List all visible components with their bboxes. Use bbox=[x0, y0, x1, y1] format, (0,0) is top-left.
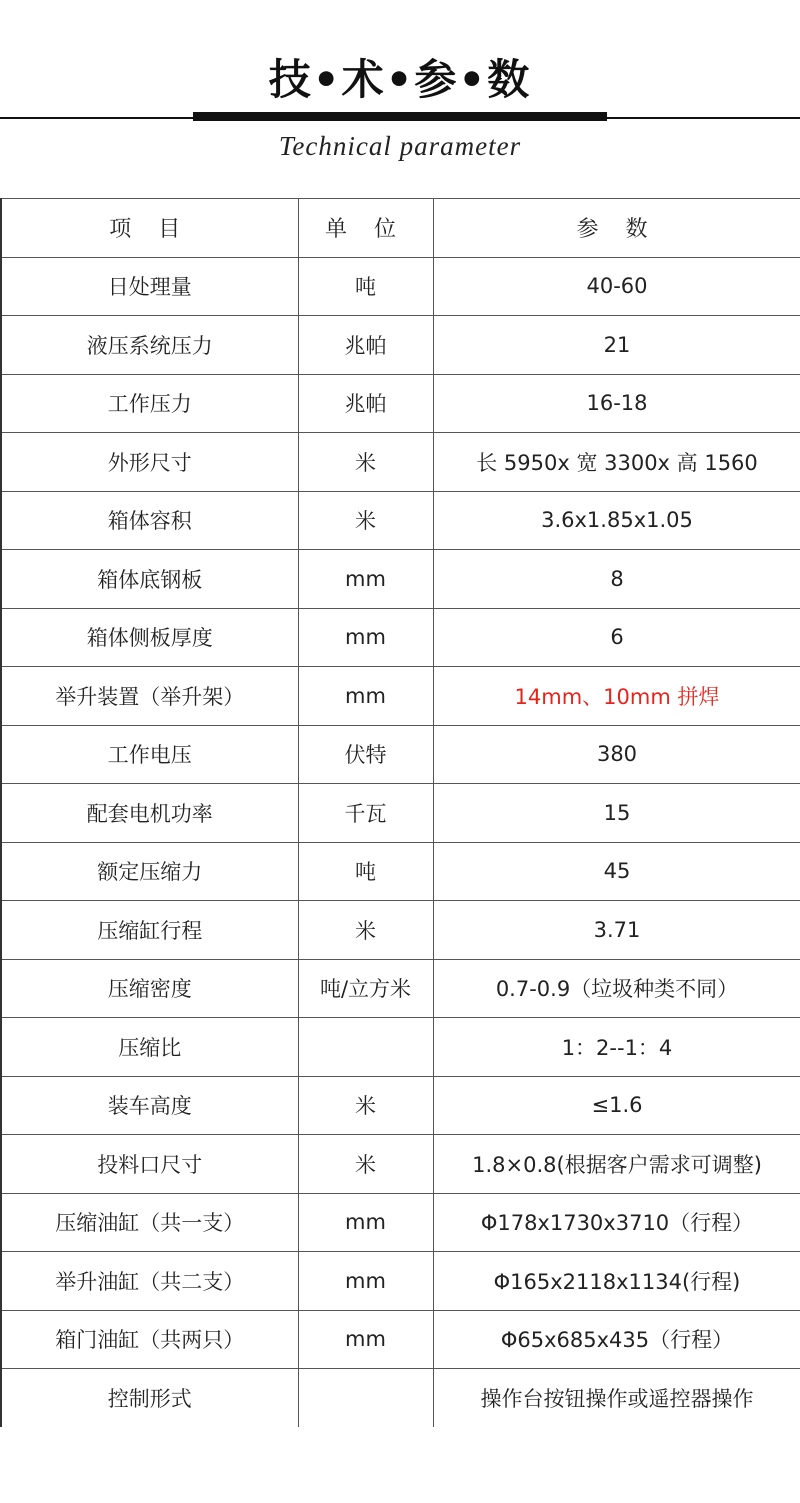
cell-unit: 兆帕 bbox=[298, 374, 433, 433]
cell-value: 40-60 bbox=[433, 257, 800, 316]
table-row bbox=[1, 1018, 800, 1077]
cell-unit: 米 bbox=[298, 433, 433, 492]
table-row bbox=[1, 667, 800, 726]
cell-item: 箱门油缸（共两只） bbox=[1, 1310, 298, 1369]
cell-item: 工作电压 bbox=[1, 725, 298, 784]
cell-unit bbox=[298, 1018, 433, 1077]
table-row bbox=[1, 1193, 800, 1252]
table-row bbox=[1, 491, 800, 550]
table-row bbox=[1, 433, 800, 492]
table-row bbox=[1, 1310, 800, 1369]
cell-unit: 吨/立方米 bbox=[298, 959, 433, 1018]
cell-unit: mm bbox=[298, 608, 433, 667]
cell-item: 投料口尺寸 bbox=[1, 1135, 298, 1194]
cell-value: 0.7-0.9（垃圾种类不同） bbox=[433, 959, 800, 1018]
cell-item: 配套电机功率 bbox=[1, 784, 298, 843]
cell-item: 举升装置（举升架） bbox=[1, 667, 298, 726]
cell-unit: 吨 bbox=[298, 842, 433, 901]
cell-item: 箱体底钢板 bbox=[1, 550, 298, 609]
table-row bbox=[1, 1252, 800, 1311]
cell-value: Φ65x685x435（行程） bbox=[433, 1310, 800, 1369]
table-row bbox=[1, 901, 800, 960]
table-row bbox=[1, 257, 800, 316]
table-row bbox=[1, 725, 800, 784]
cell-value: 3.6x1.85x1.05 bbox=[433, 491, 800, 550]
cell-unit: 千瓦 bbox=[298, 784, 433, 843]
cell-value: 8 bbox=[433, 550, 800, 609]
table-row bbox=[1, 1135, 800, 1194]
cell-item: 压缩密度 bbox=[1, 959, 298, 1018]
table-body bbox=[1, 257, 800, 1427]
cell-item: 装车高度 bbox=[1, 1076, 298, 1135]
cell-item: 工作压力 bbox=[1, 374, 298, 433]
table-row bbox=[1, 608, 800, 667]
cell-unit: 米 bbox=[298, 491, 433, 550]
cell-unit: mm bbox=[298, 1193, 433, 1252]
cell-value: 15 bbox=[433, 784, 800, 843]
header-unit: 单 位 bbox=[298, 199, 433, 258]
cell-item: 日处理量 bbox=[1, 257, 298, 316]
cell-item: 外形尺寸 bbox=[1, 433, 298, 492]
cell-value: 21 bbox=[433, 316, 800, 375]
cell-value: Φ165x2118x1134(行程) bbox=[433, 1252, 800, 1311]
cell-unit bbox=[298, 1369, 433, 1428]
table-row bbox=[1, 316, 800, 375]
cell-value: 1：2--1：4 bbox=[433, 1018, 800, 1077]
cell-unit: 米 bbox=[298, 901, 433, 960]
table-row bbox=[1, 959, 800, 1018]
table-row bbox=[1, 374, 800, 433]
cell-item: 箱体侧板厚度 bbox=[1, 608, 298, 667]
cell-value: 1.8×0.8(根据客户需求可调整) bbox=[433, 1135, 800, 1194]
cell-value: Φ178x1730x3710（行程） bbox=[433, 1193, 800, 1252]
cell-value: ≤1.6 bbox=[433, 1076, 800, 1135]
table-header-row bbox=[1, 199, 800, 258]
table-row bbox=[1, 1076, 800, 1135]
header-value: 参 数 bbox=[433, 199, 800, 258]
cell-item: 压缩缸行程 bbox=[1, 901, 298, 960]
cell-value: 长 5950x 宽 3300x 高 1560 bbox=[433, 433, 800, 492]
title-underline-bar bbox=[193, 112, 607, 121]
cell-value: 45 bbox=[433, 842, 800, 901]
page-header bbox=[0, 0, 800, 190]
cell-unit: 米 bbox=[298, 1135, 433, 1194]
cell-item: 压缩油缸（共一支） bbox=[1, 1193, 298, 1252]
cell-item: 额定压缩力 bbox=[1, 842, 298, 901]
cell-unit: mm bbox=[298, 667, 433, 726]
page-subtitle: Technical parameter bbox=[278, 131, 522, 161]
table-row bbox=[1, 842, 800, 901]
parameter-table bbox=[0, 198, 800, 1427]
cell-unit: mm bbox=[298, 550, 433, 609]
cell-item: 液压系统压力 bbox=[1, 316, 298, 375]
cell-unit: mm bbox=[298, 1310, 433, 1369]
cell-item: 举升油缸（共二支） bbox=[1, 1252, 298, 1311]
cell-unit: 伏特 bbox=[298, 725, 433, 784]
cell-value: 操作台按钮操作或遥控器操作 bbox=[433, 1369, 800, 1428]
cell-value: 380 bbox=[433, 725, 800, 784]
cell-value: 3.71 bbox=[433, 901, 800, 960]
cell-item: 控制形式 bbox=[1, 1369, 298, 1428]
cell-value: 14mm、10mm 拼焊 bbox=[433, 667, 800, 726]
header-item: 项 目 bbox=[1, 199, 298, 258]
cell-item: 压缩比 bbox=[1, 1018, 298, 1077]
cell-unit: 兆帕 bbox=[298, 316, 433, 375]
page-title: 技•术•参•数 bbox=[268, 55, 532, 104]
table-row bbox=[1, 784, 800, 843]
table-row bbox=[1, 1369, 800, 1428]
cell-unit: 米 bbox=[298, 1076, 433, 1135]
cell-value: 6 bbox=[433, 608, 800, 667]
cell-item: 箱体容积 bbox=[1, 491, 298, 550]
table-row bbox=[1, 550, 800, 609]
cell-unit: 吨 bbox=[298, 257, 433, 316]
cell-value: 16-18 bbox=[433, 374, 800, 433]
cell-unit: mm bbox=[298, 1252, 433, 1311]
